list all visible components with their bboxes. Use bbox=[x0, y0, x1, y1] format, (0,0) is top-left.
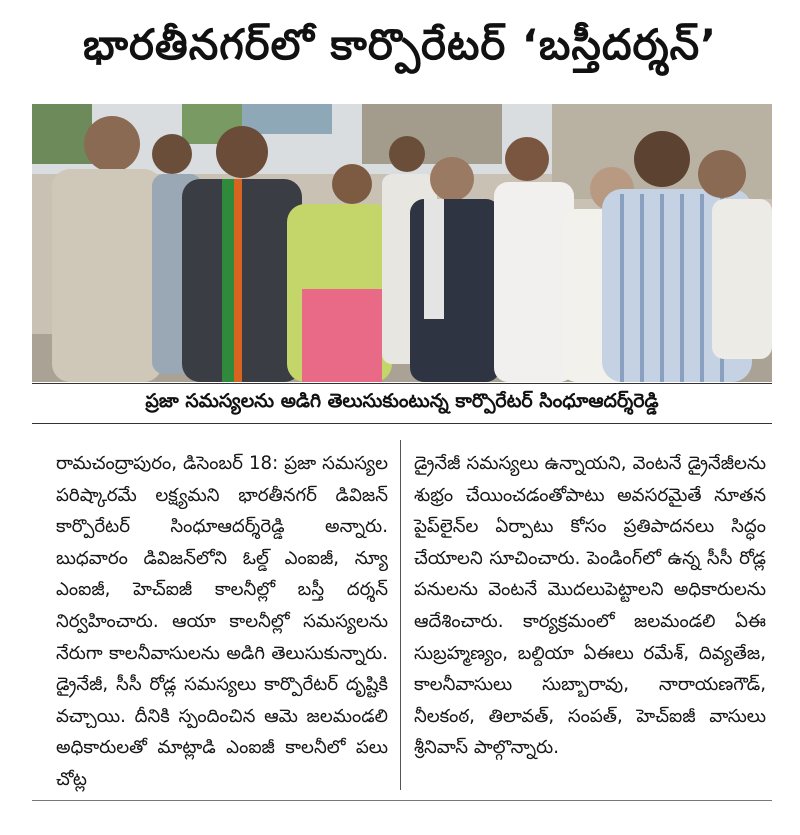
article-text-right: డ్రైనేజీ సమస్యలు ఉన్నాయని, వెంటనే డ్రైనేజీలను శుభ్రం చేయించడంతోపాటు అవసరమైతే నూతన పైప్‌లైన్‌ల ఏర్పాటు కోసం ప్రతిపాదనలు సిద్ధం చేయాలని సూచించారు. పెండింగ్‌లో ఉన్న సీసీ రోడ్ల పనులను వెంటనే మొదలుపెట్టాలని అధికారులను ఆదేశించారు. కార్యక్రమంలో జలమండలి ఏఈ సుబ్రహ్మణ్యం, బల్దియా ఏఈలు రమేశ్, దివ్యతేజ, కాలనీవాసులు సుబ్బారావు, నారాయణగౌడ్, నీలకంఠ, తిలావత్, సంపత్, హెచ్ఐజీ వాసులు శ్రీనివాస్ పాల్గొన్నారు. bbox=[414, 453, 766, 759]
article-column-right bbox=[414, 448, 766, 764]
bottom-rule bbox=[32, 800, 772, 801]
caption-bottom-rule bbox=[32, 423, 772, 424]
column-divider bbox=[400, 440, 401, 790]
news-photo bbox=[32, 104, 772, 382]
article-column-left bbox=[56, 448, 388, 796]
headline: భారతీనగర్‌లో కార్పొరేటర్ ‘బస్తీదర్శన్’ bbox=[82, 20, 718, 69]
article-text-left: రామచంద్రాపురం, డిసెంబర్ 18: ప్రజా సమస్యల పరిష్కారమే లక్ష్యమని భారతీనగర్ డివిజన్ కార్పొరేటర్ సింధూఆదర్శ్‌రెడ్డి అన్నారు. బుధవారం డివిజన్‌లోని ఓల్డ్ ఎంఐజీ, న్యూ ఎంఐజీ, హెచ్ఐజీ కాలనీల్లో బస్తీ దర్శన్ నిర్వహించారు. ఆయా కాలనీల్లో సమస్యలను నేరుగా కాలనీవాసులను అడిగి తెలుసుకున్నారు. డ్రైనేజీ, సీసీ రోడ్ల సమస్యలు కార్పొరేటర్ దృష్టికి వచ్చాయి. దీనికి స్పందించిన ఆమె జలమండలి అధికారులతో మాట్లాడి ఎంఐజీ కాలనీలో పలు చోట్ల bbox=[56, 453, 388, 790]
photo-icon bbox=[32, 104, 772, 382]
photo-caption: ప్రజా సమస్యలను అడిగి తెలుసుకుంటున్న కార్పొరేటర్ సింధూఆదర్శ్‌రెడ్డి bbox=[145, 389, 659, 412]
